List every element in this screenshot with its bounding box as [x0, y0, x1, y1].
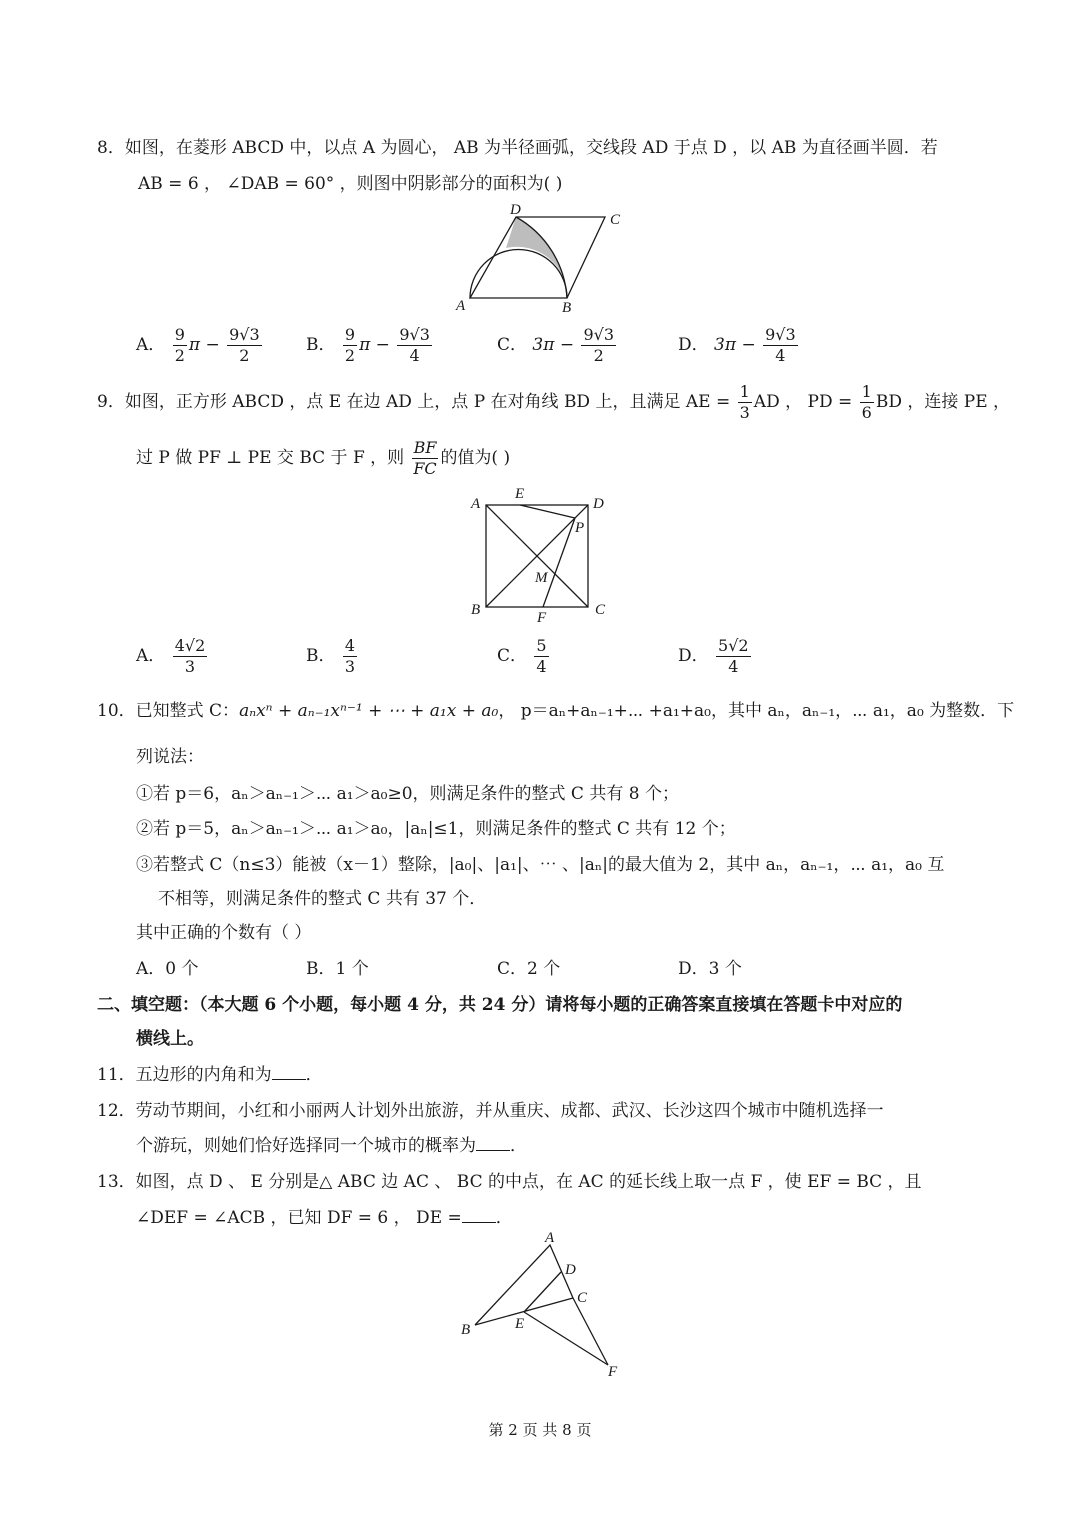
q8-shaded-region: [506, 217, 567, 298]
q10-line2: 列说法：: [136, 747, 204, 767]
q9-option-c: C． $\frac{5}{4}$: [497, 636, 547, 676]
q10-option-d: D．3 个: [678, 959, 742, 979]
q9-segment-pf: [543, 518, 575, 607]
q8-line1: 8．如图，在菱形 ABCD 中，以点 A 为圆心， AB 为半径画弧，交线段 AD 于点 D ，以 AB 为直径画半圆．若: [97, 138, 938, 158]
q8-label-a: A: [456, 298, 466, 314]
q9-label-f: F: [537, 610, 547, 626]
q9-line2: 过 P 做 PF ⊥ PE 交 BC 于 F ，则 $\frac{BF}{FC}$ 的值为( ): [136, 438, 511, 478]
q9-segment-pe: [520, 505, 575, 518]
q10-question: 其中正确的个数有（ ）: [136, 923, 312, 943]
q9-label-e: E: [515, 486, 525, 502]
q9-label-m: M: [535, 570, 548, 586]
q12-line1: 12．劳动节期间，小红和小丽两人计划外出旅游，并从重庆、成都、武汉、长沙这四个城市中随机选择一: [97, 1101, 884, 1121]
q13-figure: [455, 1230, 630, 1380]
q9-option-a: A． $\frac{4√2}{3}$: [136, 636, 206, 676]
q10-statement-3a: ③若整式 C（n≤3）能被（x－1）整除，|a₀|、|a₁|、⋯ 、|aₙ|的最大值为 2，其中 aₙ，aₙ₋₁，⋯ a₁，a₀ 互: [136, 855, 945, 875]
q8-line2: AB = 6 ， ∠DAB = 60° ，则图中阴影部分的面积为( ): [138, 174, 563, 194]
q13-label-b: B: [461, 1322, 471, 1338]
q8-rhombus: [470, 217, 605, 298]
q9-label-d: D: [593, 496, 604, 512]
q9-label-a: A: [471, 496, 481, 512]
q13-answer-blank[interactable]: [462, 1208, 496, 1223]
q9-figure: [465, 484, 615, 629]
section2-heading-cont: 横线上。: [136, 1029, 204, 1049]
q8-option-d: D． 3π − $\frac{9√3}{4}$: [678, 325, 796, 365]
q13-label-f: F: [608, 1364, 618, 1380]
q10-option-a: A．0 个: [136, 959, 199, 979]
page-footer: 第 2 页 共 8 页: [488, 1421, 592, 1439]
q12-line2: 个游玩，则她们恰好选择同一个城市的概率为 ．: [136, 1136, 527, 1156]
section2-heading: 二、填空题：（本大题 6 个小题，每小题 4 分，共 24 分）请将每小题的正确答案直接填在答题卡中对应的: [97, 995, 903, 1015]
q10-option-b: B．1 个: [306, 959, 369, 979]
q8-option-a: A． $\frac{9}{2}$ π − $\frac{9√3}{2}$: [136, 325, 260, 365]
q11-line: 11．五边形的内角和为 ．: [97, 1065, 323, 1085]
q9-label-p: P: [575, 520, 585, 536]
q9-line1: 9．如图，正方形 ABCD ，点 E 在边 AD 上，点 P 在对角线 BD 上，且满足 AE = $\frac{1}{3}$ AD ， PD = $\frac{1}{6}$ BD ，连接 PE ，: [97, 382, 1011, 422]
q10-statement-3b: 不相等，则满足条件的整式 C 共有 37 个．: [158, 889, 487, 909]
q8-option-c: C． 3π − $\frac{9√3}{2}$: [497, 325, 615, 365]
q9-option-d: D． $\frac{5√2}{4}$: [678, 636, 749, 676]
q13-label-a: A: [545, 1230, 555, 1246]
q8-label-d: D: [510, 202, 521, 218]
q8-figure: [450, 200, 630, 315]
q13-line1: 13．如图，点 D 、 E 分别是△ ABC 边 AC 、 BC 的中点，在 AC 的延长线上取一点 F ，使 EF = BC ，且: [97, 1172, 922, 1192]
q9-label-c: C: [595, 602, 606, 618]
q12-answer-blank[interactable]: [476, 1136, 510, 1151]
q10-option-c: C．2 个: [497, 959, 561, 979]
q8-option-b: B． $\frac{9}{2}$ π − $\frac{9√3}{4}$: [306, 325, 430, 365]
q11-answer-blank[interactable]: [272, 1065, 306, 1080]
q10-line1: 10．已知整式 C：aₙxⁿ + aₙ₋₁xⁿ⁻¹ + ⋯ + a₁x + a₀， p＝aₙ+aₙ₋₁+⋯ +a₁+a₀，其中 aₙ，aₙ₋₁，⋯ a₁，a₀ 为整数．下: [97, 701, 1015, 721]
q8-label-b: B: [562, 300, 572, 315]
q8-label-c: C: [610, 212, 621, 228]
q13-segment-ef: [524, 1312, 608, 1365]
q10-statement-2: ②若 p＝5，aₙ＞aₙ₋₁＞⋯ a₁＞a₀，|aₙ|≤1，则满足条件的整式 C 共有 12 个；: [136, 819, 736, 839]
q13-line2: ∠DEF = ∠ACB ，已知 DF = 6 ， DE = ．: [136, 1208, 513, 1228]
q13-triangle-abc: [475, 1245, 573, 1325]
q13-label-c: C: [577, 1290, 588, 1306]
q13-label-e: E: [515, 1316, 525, 1332]
q9-option-b: B． $\frac{4}{3}$: [306, 636, 356, 676]
q8-number: 8．: [97, 138, 125, 158]
q9-label-b: B: [471, 602, 481, 618]
q13-segment-cf: [573, 1298, 608, 1365]
q10-statement-1: ①若 p＝6，aₙ＞aₙ₋₁＞⋯ a₁＞a₀≥0，则满足条件的整式 C 共有 8 个；: [136, 784, 679, 804]
q13-label-d: D: [565, 1262, 576, 1278]
